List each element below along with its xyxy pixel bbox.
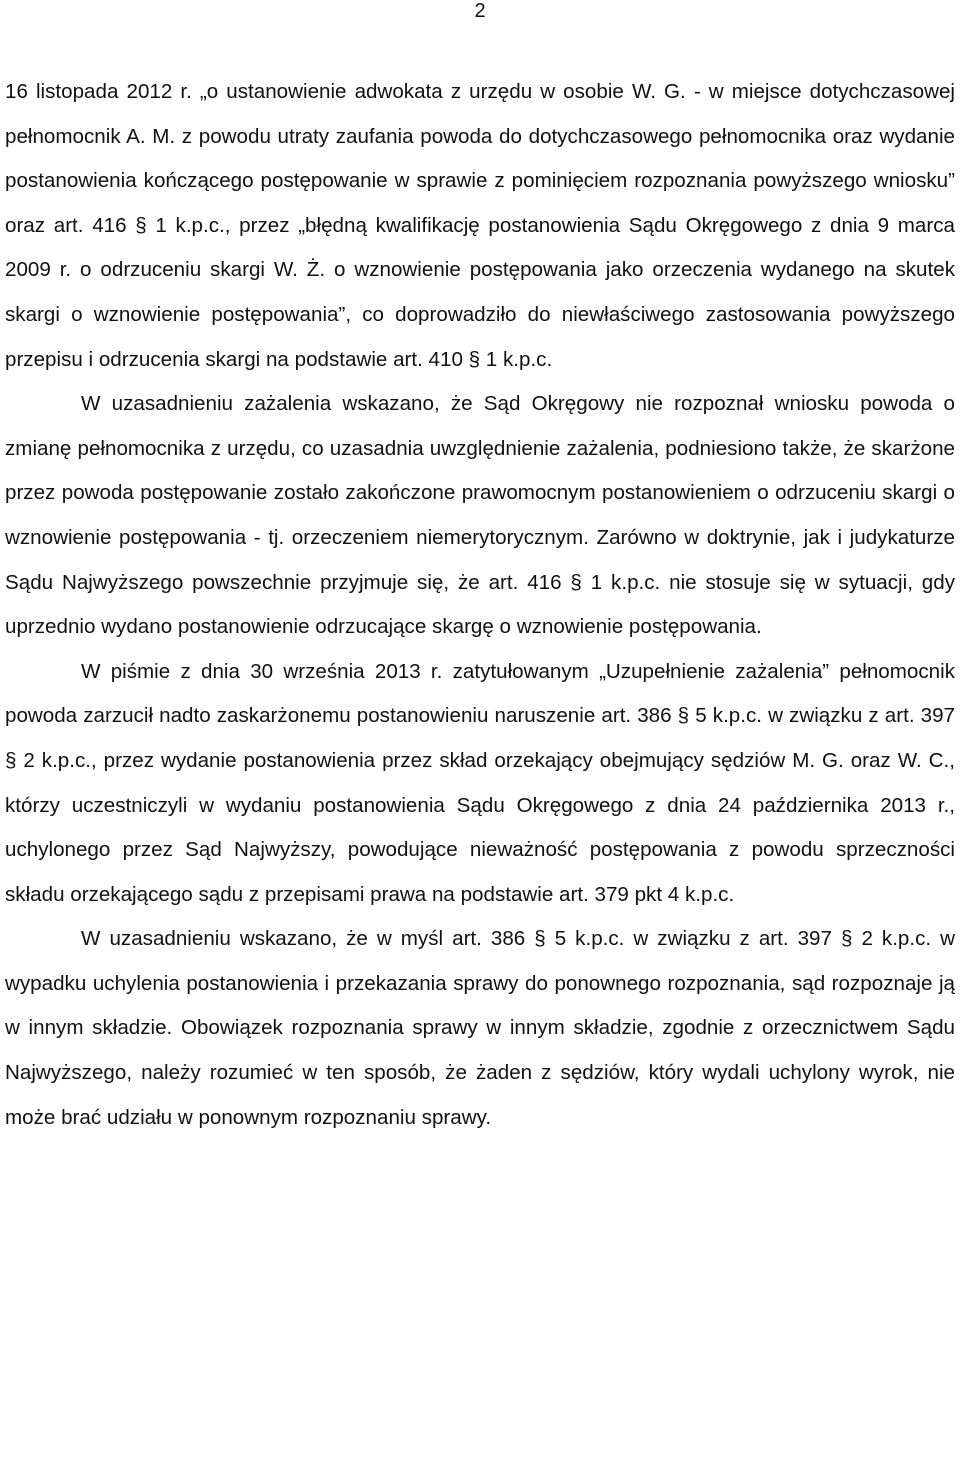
document-body	[5, 70, 955, 1140]
paragraph-2: W uzasadnieniu zażalenia wskazano, że Sąd Okręgowy nie rozpoznał wniosku powoda o zmianę pełnomocnika z urzędu, co uzasadnia uwzględnienie zażalenia, podniesiono także, że skarżone przez powoda postępowanie zostało zakończone prawomocnym postanowieniem o odrzuceniu skargi o wznowienie postępowania - tj. orzeczeniem niemerytorycznym. Zarówno w doktrynie, jak i judykaturze Sądu Najwyższego powszechnie przyjmuje się, że art. 416 § 1 k.p.c. nie stosuje się w sytuacji, gdy uprzednio wydano postanowienie odrzucające skargę o wznowienie postępowania.	[5, 392, 955, 639]
paragraph-4: W uzasadnieniu wskazano, że w myśl art. 386 § 5 k.p.c. w związku z art. 397 § 2 k.p.c. w wypadku uchylenia postanowienia i przekazania sprawy do ponownego rozpoznania, sąd rozpoznaje ją w innym składzie. Obowiązek rozpoznania sprawy w innym składzie, zgodnie z orzecznictwem Sądu Najwyższego, należy rozumieć w ten sposób, że żaden z sędziów, który wydali uchylony wyrok, nie może brać udziału w ponownym rozpoznaniu sprawy.	[5, 927, 955, 1129]
page-number: 2	[474, 0, 486, 22]
paragraph-3: W piśmie z dnia 30 września 2013 r. zatytułowanym „Uzupełnienie zażalenia” pełnomocnik powoda zarzucił nadto zaskarżonemu postanowieniu naruszenie art. 386 § 5 k.p.c. w związku z art. 397 § 2 k.p.c., przez wydanie postanowienia przez skład orzekający obejmujący sędziów M. G. oraz W. C., którzy uczestniczyli w wydaniu postanowienia Sądu Okręgowego z dnia 24 października 2013 r., uchylonego przez Sąd Najwyższy, powodujące nieważność postępowania z powodu sprzeczności składu orzekającego sądu z przepisami prawa na podstawie art. 379 pkt 4 k.p.c.	[5, 659, 955, 906]
paragraph-1: 16 listopada 2012 r. „o ustanowienie adwokata z urzędu w osobie W. G. - w miejsce dotychczasowej pełnomocnik A. M. z powodu utraty zaufania powoda do dotychczasowego pełnomocnika oraz wydanie postanowienia kończącego postępowanie w sprawie z pominięciem rozpoznania powyższego wniosku” oraz art. 416 § 1 k.p.c., przez „błędną kwalifikację postanowienia Sądu Okręgowego z dnia 9 marca 2009 r. o odrzuceniu skargi W. Ż. o wznowienie postępowania jako orzeczenia wydanego na skutek skargi o wznowienie postępowania”, co doprowadziło do niewłaściwego zastosowania powyższego przepisu i odrzucenia skargi na podstawie art. 410 § 1 k.p.c.	[5, 80, 955, 371]
